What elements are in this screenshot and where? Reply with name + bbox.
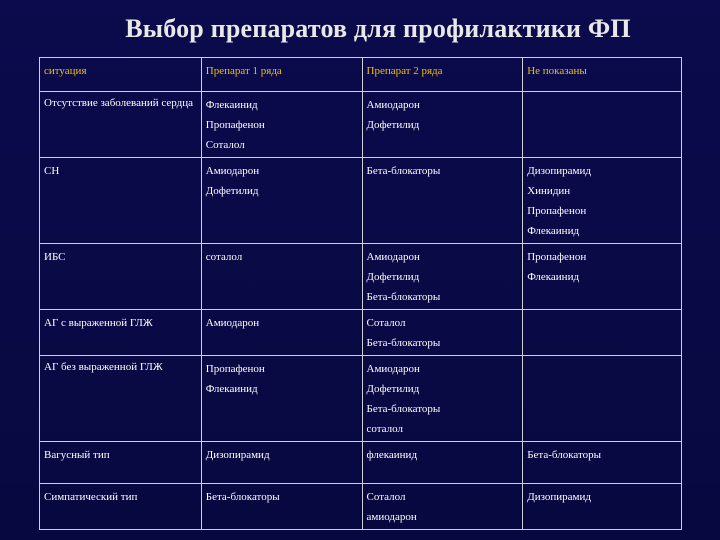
situation-cell: Симпатический тип (40, 484, 202, 530)
drug-name: Бета-блокаторы (366, 165, 441, 177)
drug-name: Амиодарон (366, 99, 420, 111)
drug-name: Бета-блокаторы (366, 291, 441, 303)
drug-name: Флекаинид (205, 99, 258, 111)
second-line-cell (362, 442, 523, 484)
drug-name: Соталол (205, 139, 245, 151)
drug-name: Бета-блокаторы (205, 491, 280, 503)
situation-cell: АГ с выраженной ГЛЖ (40, 310, 202, 356)
drug-name: Дофетилид (205, 185, 259, 197)
header-second-line: Препарат 2 ряда (362, 58, 523, 92)
drug-name: Дофетилид (366, 383, 420, 395)
drug-name: Амиодарон (205, 317, 260, 329)
header-first-line: Препарат 1 ряда (201, 58, 362, 92)
contraindicated-cell (523, 484, 682, 530)
first-line-cell (201, 244, 362, 310)
drug-selection-table (39, 57, 682, 530)
table-row (40, 158, 682, 244)
table-row (40, 310, 682, 356)
drug-name: флекаинид (366, 449, 418, 461)
table-row (40, 356, 682, 442)
contraindicated-cell (523, 442, 682, 484)
drug-name: соталол (366, 423, 403, 435)
second-line-cell (362, 244, 523, 310)
second-line-cell (362, 158, 523, 244)
drug-name: Бета-блокаторы (527, 449, 602, 461)
second-line-cell (362, 484, 523, 530)
situation-cell: ИБС (40, 244, 202, 310)
table-row (40, 442, 682, 484)
drug-name: Пропафенон (527, 251, 587, 263)
second-line-cell (362, 310, 523, 356)
header-contraindicated: Не показаны (523, 58, 682, 92)
drug-name: Амиодарон (205, 165, 260, 177)
drug-name: Пропафенон (205, 119, 265, 131)
drug-name: Бета-блокаторы (366, 403, 441, 415)
table-header-row (40, 58, 682, 92)
situation-cell: АГ без выраженной ГЛЖ (40, 356, 202, 442)
drug-name: Дизопирамид (527, 491, 591, 503)
drug-name: Дизопирамид (205, 449, 270, 461)
slide-title-text: Выбор препаратов для профилактики ФП (125, 14, 631, 43)
first-line-cell (201, 310, 362, 356)
table-row (40, 484, 682, 530)
situation-cell: СН (40, 158, 202, 244)
drug-name: соталол (205, 251, 243, 263)
drug-name: Флекаинид (527, 271, 580, 283)
first-line-cell (201, 442, 362, 484)
first-line-cell (201, 484, 362, 530)
contraindicated-cell (523, 158, 682, 244)
drug-name: Пропафенон (527, 205, 587, 217)
table-row (40, 92, 682, 158)
first-line-cell (201, 92, 362, 158)
drug-name: Амиодарон (366, 251, 420, 263)
first-line-cell (201, 356, 362, 442)
slide-title (0, 14, 720, 44)
drug-name: Соталол (366, 317, 406, 329)
contraindicated-cell (523, 310, 682, 356)
drug-name: Соталол (366, 491, 406, 503)
drug-name: Дофетилид (366, 119, 420, 131)
drug-name: амиодарон (366, 511, 417, 523)
situation-cell: Отсутствие заболеваний сердца (40, 92, 202, 158)
drug-name: Амиодарон (366, 363, 420, 375)
drug-name: Хинидин (527, 185, 571, 197)
second-line-cell (362, 92, 523, 158)
contraindicated-cell (523, 92, 682, 158)
situation-cell: Вагусный тип (40, 442, 202, 484)
drug-name: Дофетилид (366, 271, 420, 283)
drug-name: Флекаинид (527, 225, 580, 237)
drug-name: Флекаинид (205, 383, 258, 395)
first-line-cell (201, 158, 362, 244)
contraindicated-cell (523, 244, 682, 310)
drug-name: Пропафенон (205, 363, 265, 375)
contraindicated-cell (523, 356, 682, 442)
drug-name: Бета-блокаторы (366, 337, 441, 349)
second-line-cell (362, 356, 523, 442)
drug-name: Дизопирамид (527, 165, 591, 177)
table-row (40, 244, 682, 310)
header-situation: ситуация (40, 58, 202, 92)
